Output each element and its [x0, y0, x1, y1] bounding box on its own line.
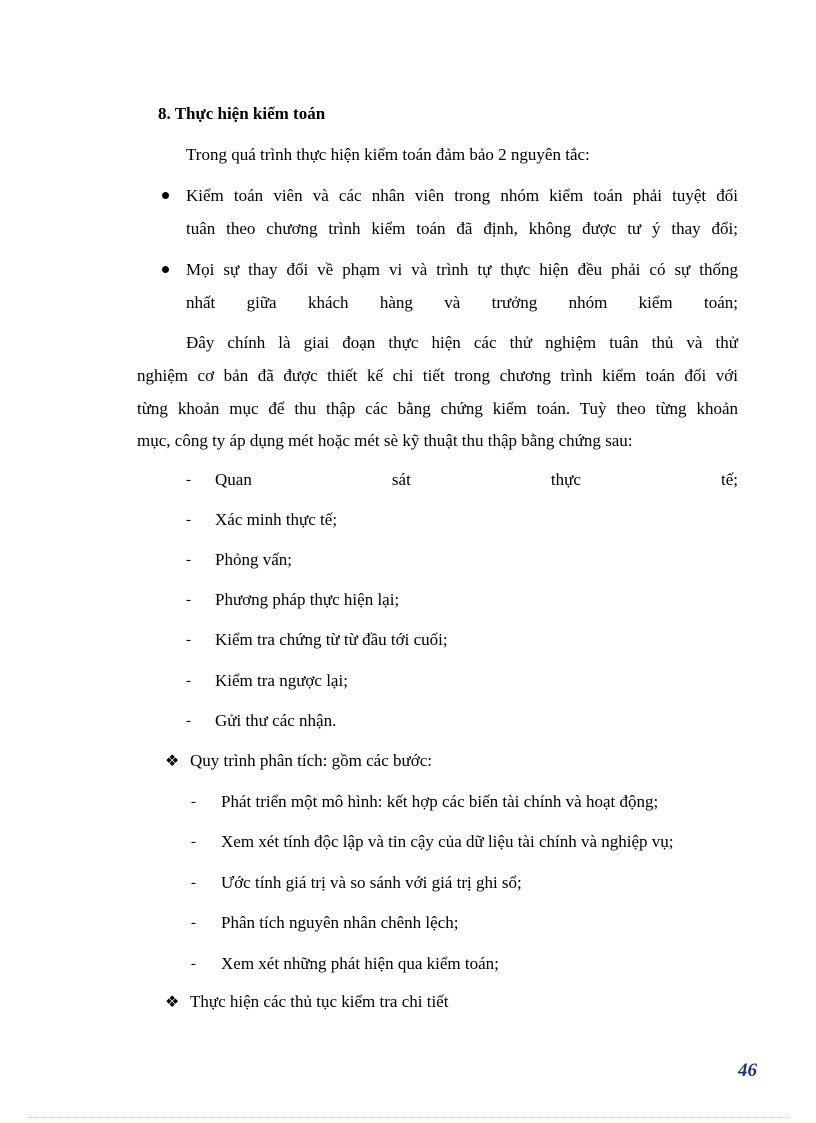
footer-divider	[28, 1117, 788, 1118]
paragraph-line-3: từng khoản mục để thu thập các bằng chứng kiểm toán. Tuỳ theo từng khoản	[137, 399, 738, 418]
dash-bullet-icon: -	[191, 834, 196, 850]
paragraph-line-4: mục, công ty áp dụng mét hoặc mét sè kỹ thuật thu thập bằng chứng sau:	[137, 431, 633, 450]
technique-item: Phỏng vấn;	[215, 550, 292, 569]
analysis-step: Xem xét những phát hiện qua kiểm toán;	[221, 954, 499, 973]
principle-2-line-2: nhất giữa khách hàng và trưởng nhóm kiểm toán;	[186, 293, 738, 312]
analysis-step: Xem xét tính độc lập và tin cậy của dữ liệu tài chính và nghiệp vụ;	[221, 832, 674, 851]
dash-bullet-icon: -	[186, 632, 191, 648]
technique-item: Quan sát thực tế;	[215, 470, 738, 489]
dash-bullet-icon: -	[186, 552, 191, 568]
dash-bullet-icon: -	[186, 592, 191, 608]
principle-1-line-1: Kiểm toán viên và các nhân viên trong nhóm kiểm toán phải tuyệt đối	[186, 186, 738, 205]
technique-item: Gửi thư các nhận.	[215, 711, 337, 730]
analysis-title: Quy trình phân tích: gồm các bước:	[190, 751, 432, 770]
intro-text: Trong quá trình thực hiện kiểm toán đảm bảo 2 nguyên tắc:	[186, 145, 590, 164]
analysis-step: Phát triển một mô hình: kết hợp các biến tài chính và hoạt động;	[221, 792, 659, 811]
diamond-bullet-icon: ❖	[165, 751, 180, 770]
dash-bullet-icon: -	[191, 875, 196, 891]
dash-bullet-icon: -	[186, 512, 191, 528]
technique-item: Xác minh thực tế;	[215, 510, 338, 529]
detail-tests-title: Thực hiện các thủ tục kiểm tra chi tiết	[190, 992, 449, 1011]
section-heading: 8. Thực hiện kiểm toán	[158, 104, 326, 123]
principle-2-line-1: Mọi sự thay đổi về phạm vi và trình tự thực hiện đều phải có sự thống	[186, 260, 738, 279]
dash-bullet-icon: -	[186, 472, 191, 488]
technique-item: Kiểm tra ngược lại;	[215, 671, 348, 690]
dash-bullet-icon: -	[186, 673, 191, 689]
diamond-bullet-icon: ❖	[165, 992, 180, 1011]
dash-bullet-icon: -	[186, 713, 191, 729]
bullet-dot-icon	[162, 192, 169, 199]
page-number: 46	[738, 1060, 757, 1081]
analysis-step: Phân tích nguyên nhân chênh lệch;	[221, 913, 459, 932]
technique-item: Kiểm tra chứng từ từ đầu tới cuối;	[215, 630, 448, 649]
bullet-dot-icon	[162, 266, 169, 273]
technique-item: Phương pháp thực hiện lại;	[215, 590, 400, 609]
dash-bullet-icon: -	[191, 956, 196, 972]
paragraph-line-2: nghiệm cơ bản đã được thiết kế chi tiết trong chương trình kiểm toán đối với	[137, 366, 738, 385]
analysis-step: Ước tính giá trị và so sánh với giá trị ghi sổ;	[221, 873, 522, 892]
dash-bullet-icon: -	[191, 794, 196, 810]
principle-1-line-2: tuân theo chương trình kiểm toán đã định, không được tư ý thay đổi;	[186, 219, 738, 238]
dash-bullet-icon: -	[191, 915, 196, 931]
paragraph-line-1: Đây chính là giai đoạn thực hiện các thử nghiệm tuân thủ và thử	[186, 333, 738, 352]
